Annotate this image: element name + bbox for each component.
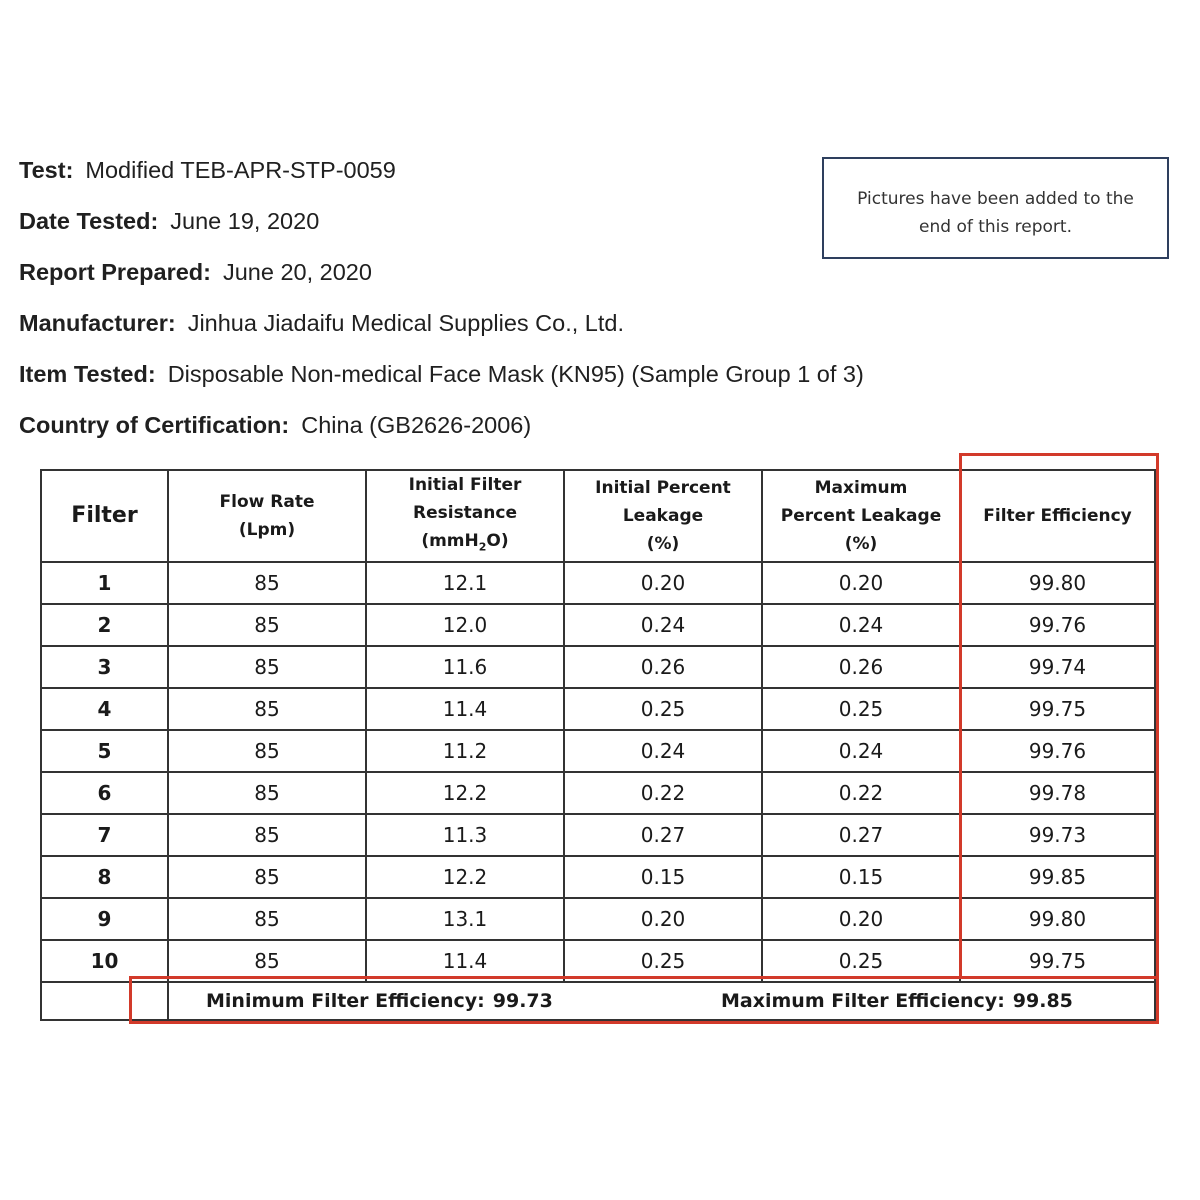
meta-manufacturer: [19, 305, 864, 356]
table-cell: 3: [41, 646, 168, 688]
table-cell: 0.20: [762, 898, 960, 940]
table-cell: 0.20: [762, 562, 960, 604]
meta-label: Date Tested:: [19, 208, 159, 234]
results-table: [40, 469, 1156, 1021]
table-cell: 12.2: [366, 772, 564, 814]
meta-value: June 19, 2020: [170, 208, 320, 234]
table-cell: 0.27: [762, 814, 960, 856]
table-cell: 85: [168, 688, 366, 730]
table-cell: 0.22: [762, 772, 960, 814]
table-row: [41, 814, 1155, 856]
table-cell: 0.20: [564, 562, 762, 604]
report-metadata: [19, 152, 864, 458]
meta-label: Report Prepared:: [19, 259, 211, 285]
meta-report-prepared: [19, 254, 864, 305]
table-cell: 2: [41, 604, 168, 646]
table-cell: 85: [168, 646, 366, 688]
table-cell: 0.15: [762, 856, 960, 898]
table-cell: 99.74: [960, 646, 1155, 688]
table-row: [41, 646, 1155, 688]
table-cell: 85: [168, 898, 366, 940]
table-row: [41, 604, 1155, 646]
table-cell: 12.2: [366, 856, 564, 898]
summary-row: [41, 982, 1155, 1020]
meta-country: [19, 407, 864, 458]
table-row: [41, 772, 1155, 814]
table-cell: 0.24: [564, 730, 762, 772]
table-cell: 9: [41, 898, 168, 940]
table-cell: 85: [168, 856, 366, 898]
header-row: [41, 470, 1155, 562]
table-row: [41, 730, 1155, 772]
header-initial-leakage: Initial Percent Leakage (%): [564, 470, 762, 562]
meta-test: [19, 152, 864, 203]
summary-cell: [168, 982, 1155, 1020]
table-cell: 11.3: [366, 814, 564, 856]
table-cell: 99.76: [960, 604, 1155, 646]
table-cell: 99.73: [960, 814, 1155, 856]
table-cell: 0.25: [762, 688, 960, 730]
header-efficiency: Filter Efficiency: [960, 470, 1155, 562]
table-cell: 7: [41, 814, 168, 856]
table-cell: 99.80: [960, 562, 1155, 604]
table-cell: 0.26: [762, 646, 960, 688]
table-cell: 10: [41, 940, 168, 982]
header-max-leakage: Maximum Percent Leakage (%): [762, 470, 960, 562]
table-cell: 11.2: [366, 730, 564, 772]
header-flow-rate: Flow Rate (Lpm): [168, 470, 366, 562]
table-cell: 11.4: [366, 940, 564, 982]
table-cell: 99.78: [960, 772, 1155, 814]
meta-label: Test:: [19, 157, 74, 183]
meta-value: Modified TEB-APR-STP-0059: [85, 157, 396, 183]
table-cell: 85: [168, 814, 366, 856]
table-cell: 0.15: [564, 856, 762, 898]
table-row: [41, 688, 1155, 730]
table-cell: 0.24: [564, 604, 762, 646]
notice-line: end of this report.: [919, 217, 1072, 237]
table-row: [41, 856, 1155, 898]
table-cell: 85: [168, 604, 366, 646]
table-cell: 0.25: [564, 940, 762, 982]
table-cell: 12.1: [366, 562, 564, 604]
table-cell: 0.24: [762, 730, 960, 772]
table-row: [41, 940, 1155, 982]
table-cell: 11.6: [366, 646, 564, 688]
table-cell: 85: [168, 772, 366, 814]
table-cell: 13.1: [366, 898, 564, 940]
table-cell: 12.0: [366, 604, 564, 646]
min-efficiency: Minimum Filter Efficiency: 99.73: [206, 990, 553, 1013]
meta-label: Country of Certification:: [19, 412, 290, 438]
max-efficiency: Maximum Filter Efficiency: 99.85: [721, 990, 1073, 1013]
header-resistance: Initial Filter Resistance (mmH$_2$O): [366, 470, 564, 562]
table-cell: 5: [41, 730, 168, 772]
table-row: [41, 898, 1155, 940]
meta-item-tested: [19, 356, 864, 407]
table-cell: 0.27: [564, 814, 762, 856]
meta-label: Item Tested:: [19, 361, 156, 387]
table-cell: 1: [41, 562, 168, 604]
table-row: [41, 562, 1155, 604]
meta-label: Manufacturer:: [19, 310, 176, 336]
meta-date-tested: [19, 203, 864, 254]
pictures-notice-box: [822, 157, 1169, 259]
meta-value: China (GB2626-2006): [301, 412, 532, 438]
header-filter: Filter: [41, 470, 168, 562]
table-cell: 85: [168, 730, 366, 772]
table-cell: 99.76: [960, 730, 1155, 772]
meta-value: Disposable Non-medical Face Mask (KN95) (Sample Group 1 of 3): [167, 361, 864, 387]
table-cell: 85: [168, 940, 366, 982]
meta-value: June 20, 2020: [222, 259, 372, 285]
table-cell: 99.80: [960, 898, 1155, 940]
table-cell: 99.75: [960, 940, 1155, 982]
table-cell: 11.4: [366, 688, 564, 730]
table-cell: 0.25: [762, 940, 960, 982]
table-cell: 8: [41, 856, 168, 898]
table-cell: 0.22: [564, 772, 762, 814]
table-cell: 0.24: [762, 604, 960, 646]
meta-value: Jinhua Jiadaifu Medical Supplies Co., Ltd.: [187, 310, 624, 336]
table-cell: 0.26: [564, 646, 762, 688]
summary-empty-cell: [41, 982, 168, 1020]
table-cell: 99.75: [960, 688, 1155, 730]
table-cell: 85: [168, 562, 366, 604]
table-cell: 4: [41, 688, 168, 730]
table-cell: 99.85: [960, 856, 1155, 898]
table-cell: 0.20: [564, 898, 762, 940]
table-cell: 6: [41, 772, 168, 814]
notice-line: Pictures have been added to the: [857, 189, 1134, 209]
table-cell: 0.25: [564, 688, 762, 730]
